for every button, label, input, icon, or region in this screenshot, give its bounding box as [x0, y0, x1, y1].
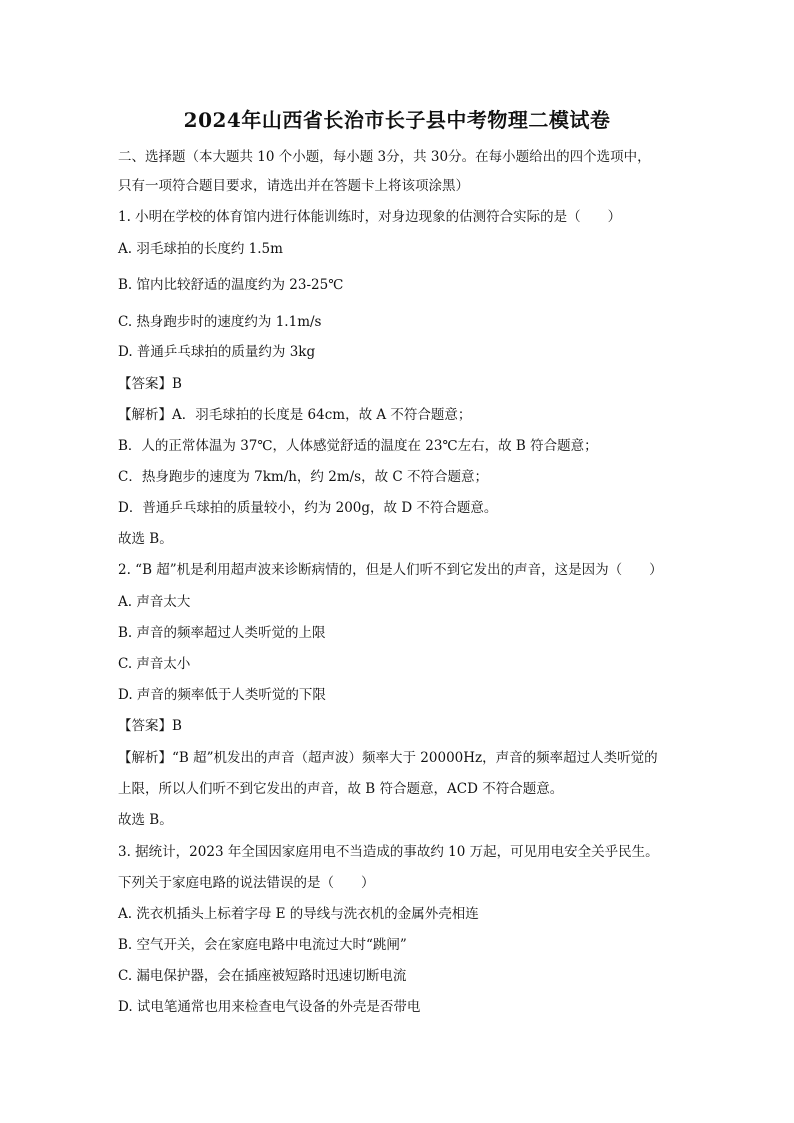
section-header-line-2: 只有一项符合题目要求，请选出并在答题卡上将该项涂黑）	[118, 178, 469, 194]
question-1-analysis-5: 故选 B。	[118, 531, 173, 547]
question-3-stem: 3. 据统计，2023 年全国因家庭用电不当造成的事故约 10 万起，可见用电安全关乎民生。	[118, 844, 659, 860]
question-1-stem: 1. 小明在学校的体育馆内进行体能训练时，对身边现象的估测符合实际的是（ ）	[118, 209, 622, 225]
question-2-answer: 【答案】B	[118, 718, 182, 734]
question-1-option-b: B. 馆内比较舒适的温度约为 23-25℃	[118, 277, 344, 293]
question-2-option-a: A. 声音太大	[118, 594, 191, 610]
question-3-option-a: A. 洗衣机插头上标着字母 E 的导线与洗衣机的金属外壳相连	[118, 906, 479, 922]
question-2-option-c: C. 声音太小	[118, 656, 191, 672]
document-title: 2024年山西省长治市长子县中考物理二模试卷	[183, 108, 611, 132]
question-3-option-b: B. 空气开关，会在家庭电路中电流过大时“跳闸”	[118, 937, 407, 953]
question-3-stem-2: 下列关于家庭电路的说法错误的是（ ）	[118, 875, 375, 891]
question-1-answer: 【答案】B	[118, 376, 182, 392]
question-2-analysis-3: 故选 B。	[118, 812, 173, 828]
question-3-option-c: C. 漏电保护器，会在插座被短路时迅速切断电流	[118, 968, 407, 984]
question-2-analysis-2: 上限，所以人们听不到它发出的声音，故 B 符合题意，ACD 不符合题意。	[118, 781, 564, 797]
question-2-stem: 2. “B 超”机是利用超声波来诊断病情的，但是人们听不到它发出的声音，这是因为（ ）	[118, 562, 663, 578]
question-2-analysis-1: 【解析】“B 超”机发出的声音（超声波）频率大于 20000Hz，声音的频率超过人类听觉的	[118, 750, 658, 766]
section-header-line-1: 二、选择题（本大题共 10 个小题，每小题 3分，共 30分。在每小题给出的四个选项中，	[118, 149, 651, 165]
question-1-option-c: C. 热身跑步时的速度约为 1.1m/s	[118, 314, 322, 330]
question-2-option-b: B. 声音的频率超过人类听觉的上限	[118, 625, 326, 641]
question-2-option-d: D. 声音的频率低于人类听觉的下限	[118, 687, 326, 703]
question-1-analysis-3: C．热身跑步的速度为 7km/h，约 2m/s，故 C 不符合题意；	[118, 469, 489, 485]
question-1-analysis-4: D．普通乒乓球拍的质量较小，约为 200g，故 D 不符合题意。	[118, 500, 498, 516]
question-3-option-d: D. 试电笔通常也用来检查电气设备的外壳是否带电	[118, 999, 421, 1015]
question-1-option-d: D. 普通乒乓球拍的质量约为 3kg	[118, 344, 316, 360]
question-1-analysis-1: 【解析】A．羽毛球拍的长度是 64cm，故 A 不符合题意；	[118, 407, 472, 423]
question-1-option-a: A. 羽毛球拍的长度约 1.5m	[118, 241, 283, 257]
question-1-analysis-2: B．人的正常体温为 37℃，人体感觉舒适的温度在 23℃左右，故 B 符合题意；	[118, 438, 598, 454]
